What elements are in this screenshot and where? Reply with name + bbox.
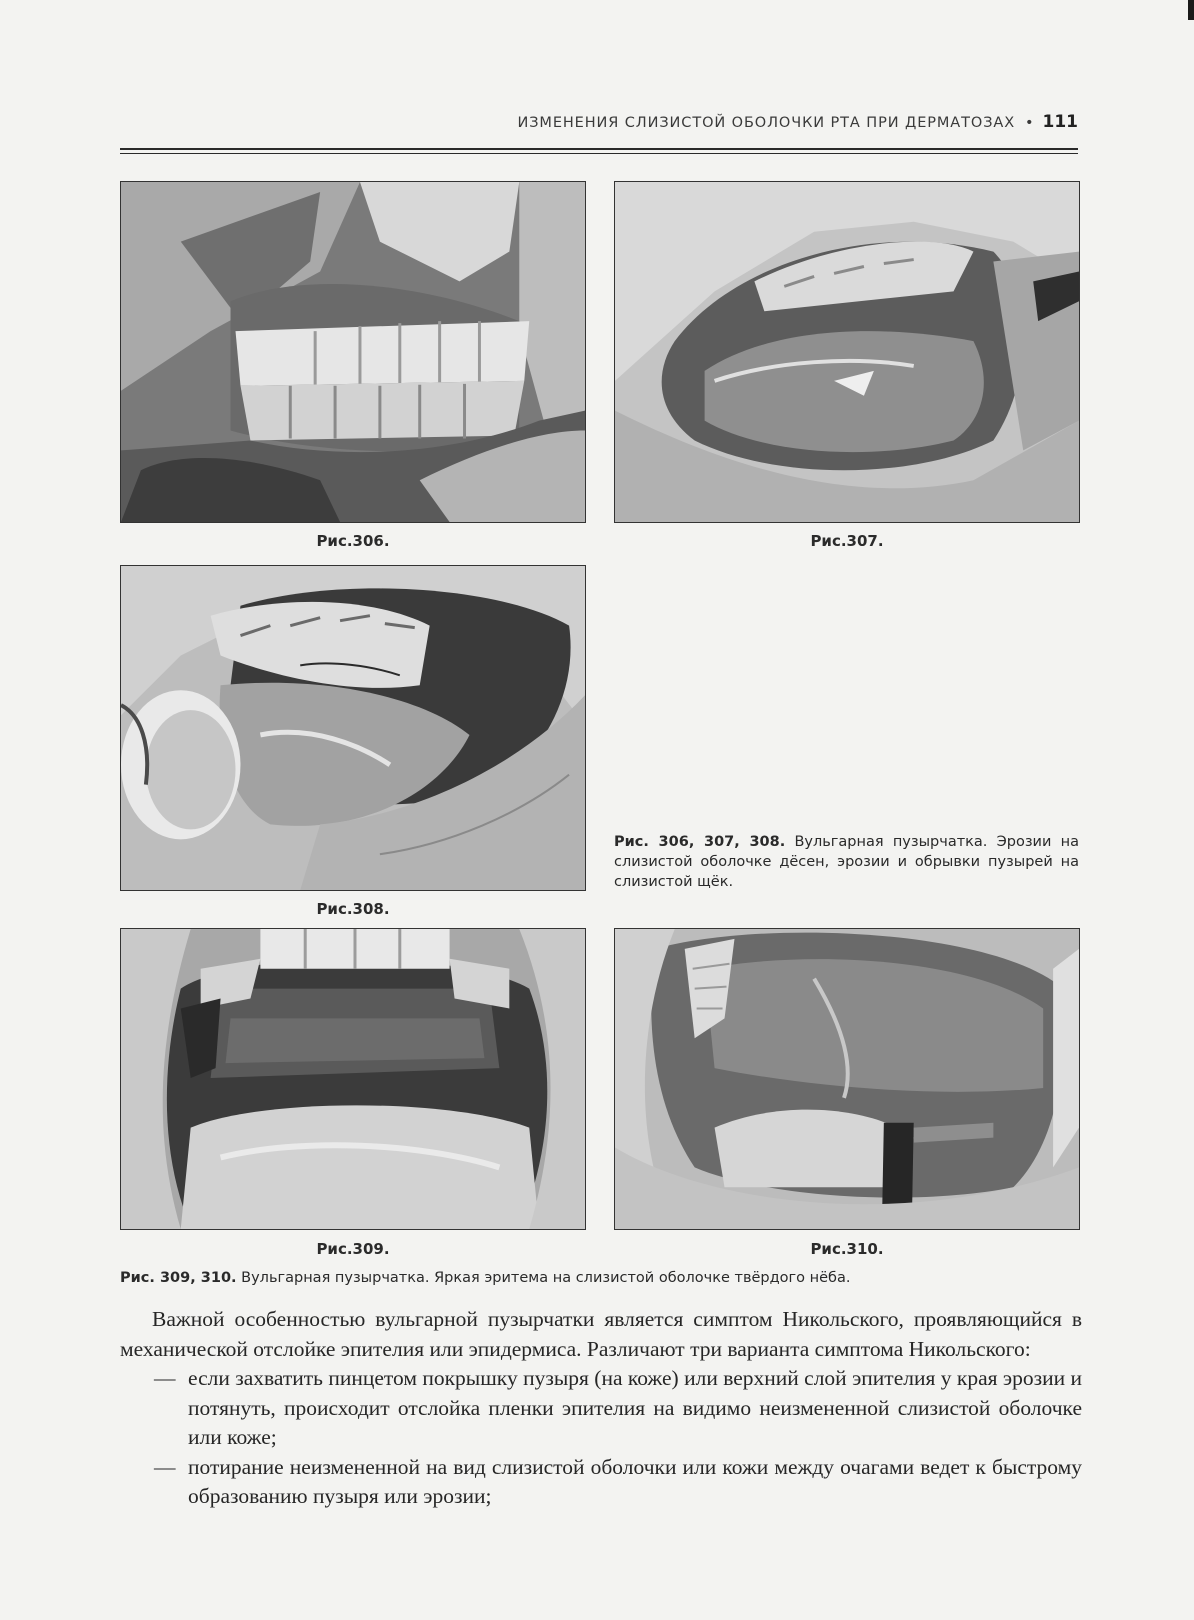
body-text (120, 1305, 1082, 1512)
nikolsky-variants-list (120, 1364, 1082, 1512)
list-item (120, 1453, 1082, 1512)
page-edge-mark (1188, 0, 1194, 20)
figure-310-photo (614, 928, 1080, 1230)
figure-307-photo (614, 181, 1080, 523)
legend-text: Вульгарная пузырчатка. Яркая эритема на слизистой оболочке твёрдого нёба. (236, 1270, 851, 1286)
list-dash: — (154, 1454, 176, 1479)
header-rule-thick (120, 148, 1078, 150)
figure-308-caption: Рис.308. (316, 900, 390, 918)
legend-text: Вульгарная пузырчатка. Эрозии на слизистой оболочке дёсен, эрозии и обрывки пузырей на слизистой щёк. (614, 834, 1079, 890)
figure-309-photo (120, 928, 586, 1230)
running-title: ИЗМЕНЕНИЯ СЛИЗИСТОЙ ОБОЛОЧКИ РТА ПРИ ДЕРМАТОЗАХ (517, 115, 1016, 131)
legend-label: Рис. 309, 310. (120, 1270, 237, 1286)
header-rule-thin (120, 153, 1078, 154)
legend-label: Рис. 306, 307, 308. (614, 834, 786, 850)
list-item-text: потирание неизмененной на вид слизистой оболочки или кожи между очагами ведет к быстрому образованию пузыря или эрозии; (188, 1454, 1082, 1508)
page-number: 111 (1042, 112, 1078, 132)
figure-309-caption: Рис.309. (316, 1240, 390, 1258)
list-item-text: если захватить пинцетом покрышку пузыря (на коже) или верхний слой эпителия у края эрозии и потянуть, происходит отслойка пленки эпителия на видимо неизмененной слизистой оболочке или коже; (188, 1366, 1082, 1449)
figure-306-photo (120, 181, 586, 523)
figure-307-caption: Рис.307. (810, 532, 884, 550)
body-paragraph: Важной особенностью вульгарной пузырчатки является симптом Никольского, проявляющийся в механической отслойке эпителия или эпидермиса. Различают три варианта симптома Никольского: (120, 1307, 1082, 1361)
figure-310-caption: Рис.310. (810, 1240, 884, 1258)
list-item (120, 1364, 1082, 1453)
list-dash: — (154, 1366, 176, 1390)
header-separator: • (1025, 115, 1035, 131)
figure-306-caption: Рис.306. (316, 532, 390, 550)
running-header (120, 112, 1078, 132)
legend-figures-306-308 (614, 832, 1079, 892)
legend-figures-309-310 (120, 1268, 1080, 1288)
figure-308-photo (120, 565, 586, 891)
